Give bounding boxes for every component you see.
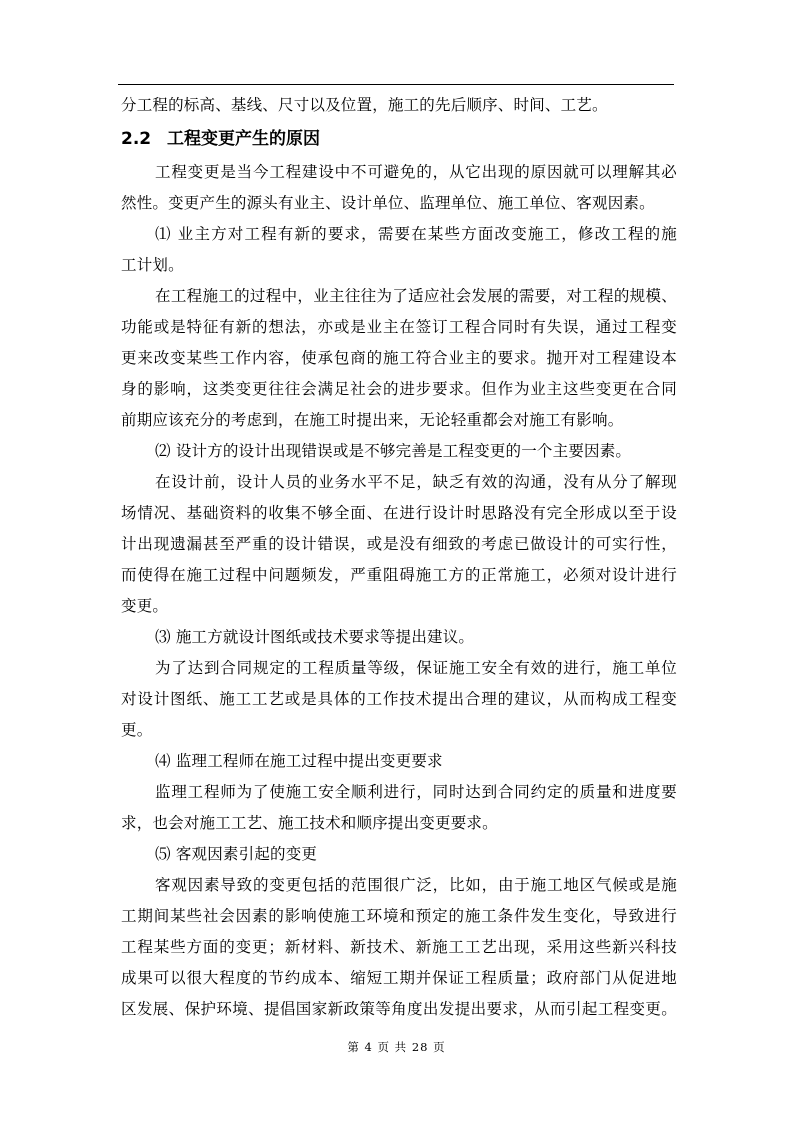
paragraph-line: 变更。 xyxy=(121,597,169,615)
paragraph-line: 前期应该充分的考虑到，在施工时提出来，无论轻重都会对施工有影响。 xyxy=(121,411,624,429)
section-number: 2.2 xyxy=(121,129,152,149)
paragraph-line: 客观因素导致的变更包括的范围很广泛，比如，由于施工地区气候或是施 xyxy=(155,876,677,894)
paragraph-line: 工程变更是当今工程建设中不可避免的，从它出现的原因就可以理解其必 xyxy=(155,163,677,181)
list-item-4: ⑷ 监理工程师在施工过程中提出变更要求 xyxy=(155,752,443,770)
paragraph-line: 更来改变某些工作内容，使承包商的施工符合业主的要求。抛开对工程建设本 xyxy=(121,349,677,367)
paragraph-line: 工计划。 xyxy=(121,256,184,274)
paragraph-line: 对设计图纸、施工工艺或是具体的工作技术提出合理的建议，从而构成工程变 xyxy=(121,690,677,708)
paragraph-line: 工期间某些社会因素的影响使施工环境和预定的施工条件发生变化，导致进行 xyxy=(121,907,677,925)
section-title: 工程变更产生的原因 xyxy=(167,129,320,149)
section-heading xyxy=(121,122,677,156)
paragraph-line: 身的影响，这类变更往往会满足社会的进步要求。但作为业主这些变更在合同 xyxy=(121,380,677,398)
list-item-1: ⑴ 业主方对工程有新的要求，需要在某些方面改变施工，修改工程的施 xyxy=(155,225,677,243)
paragraph-line: 在工程施工的过程中，业主往往为了适应社会发展的需要，对工程的规模、 xyxy=(155,287,677,305)
list-item-3: ⑶ 施工方就设计图纸或技术要求等提出建议。 xyxy=(155,628,475,646)
paragraph-line: 功能或是特征有新的想法，亦或是业主在签订工程合同时有失误，通过工程变 xyxy=(121,318,677,336)
paragraph-line: 工程某些方面的变更；新材料、新技术、新施工工艺出现，采用这些新兴科技 xyxy=(121,938,677,956)
paragraph-line: 分工程的标高、基线、尺寸以及位置，施工的先后顺序、时间、工艺。 xyxy=(121,96,608,114)
paragraph-line: 为了达到合同规定的工程质量等级，保证施工安全有效的进行，施工单位 xyxy=(155,659,677,677)
paragraph-line: 求，也会对施工工艺、施工技术和顺序提出变更要求。 xyxy=(121,814,498,832)
list-item-5: ⑸ 客观因素引起的变更 xyxy=(155,845,318,863)
page-number-footer: 第 4 页 共 28 页 xyxy=(347,1040,446,1054)
paragraph-line: 在设计前，设计人员的业务水平不足，缺乏有效的沟通，没有从分了解现 xyxy=(155,473,677,491)
header-rule xyxy=(118,84,674,85)
paragraph-line: 而使得在施工过程中问题频发，严重阻碍施工方的正常施工，必须对设计进行 xyxy=(121,566,677,584)
list-item-2: ⑵ 设计方的设计出现错误或是不够完善是工程变更的一个主要因素。 xyxy=(155,442,632,460)
page-body xyxy=(121,90,677,1025)
paragraph-line: 更。 xyxy=(121,721,153,739)
paragraph-line: 场情况、基础资料的收集不够全面、在进行设计时思路没有完全形成以至于设 xyxy=(121,504,677,522)
paragraph-line: 成果可以很大程度的节约成本、缩短工期并保证工程质量；政府部门从促进地 xyxy=(121,969,677,987)
paragraph-line: 监理工程师为了使施工安全顺利进行，同时达到合同约定的质量和进度要 xyxy=(155,783,677,801)
paragraph-line: 计出现遗漏甚至严重的设计错误，或是没有细致的考虑已做设计的可实行性， xyxy=(121,535,677,553)
paragraph-line: 区发展、保护环境、提倡国家新政策等角度出发提出要求，从而引起工程变更。 xyxy=(121,1000,677,1018)
paragraph-line: 然性。变更产生的源头有业主、设计单位、监理单位、施工单位、客观因素。 xyxy=(121,194,655,212)
